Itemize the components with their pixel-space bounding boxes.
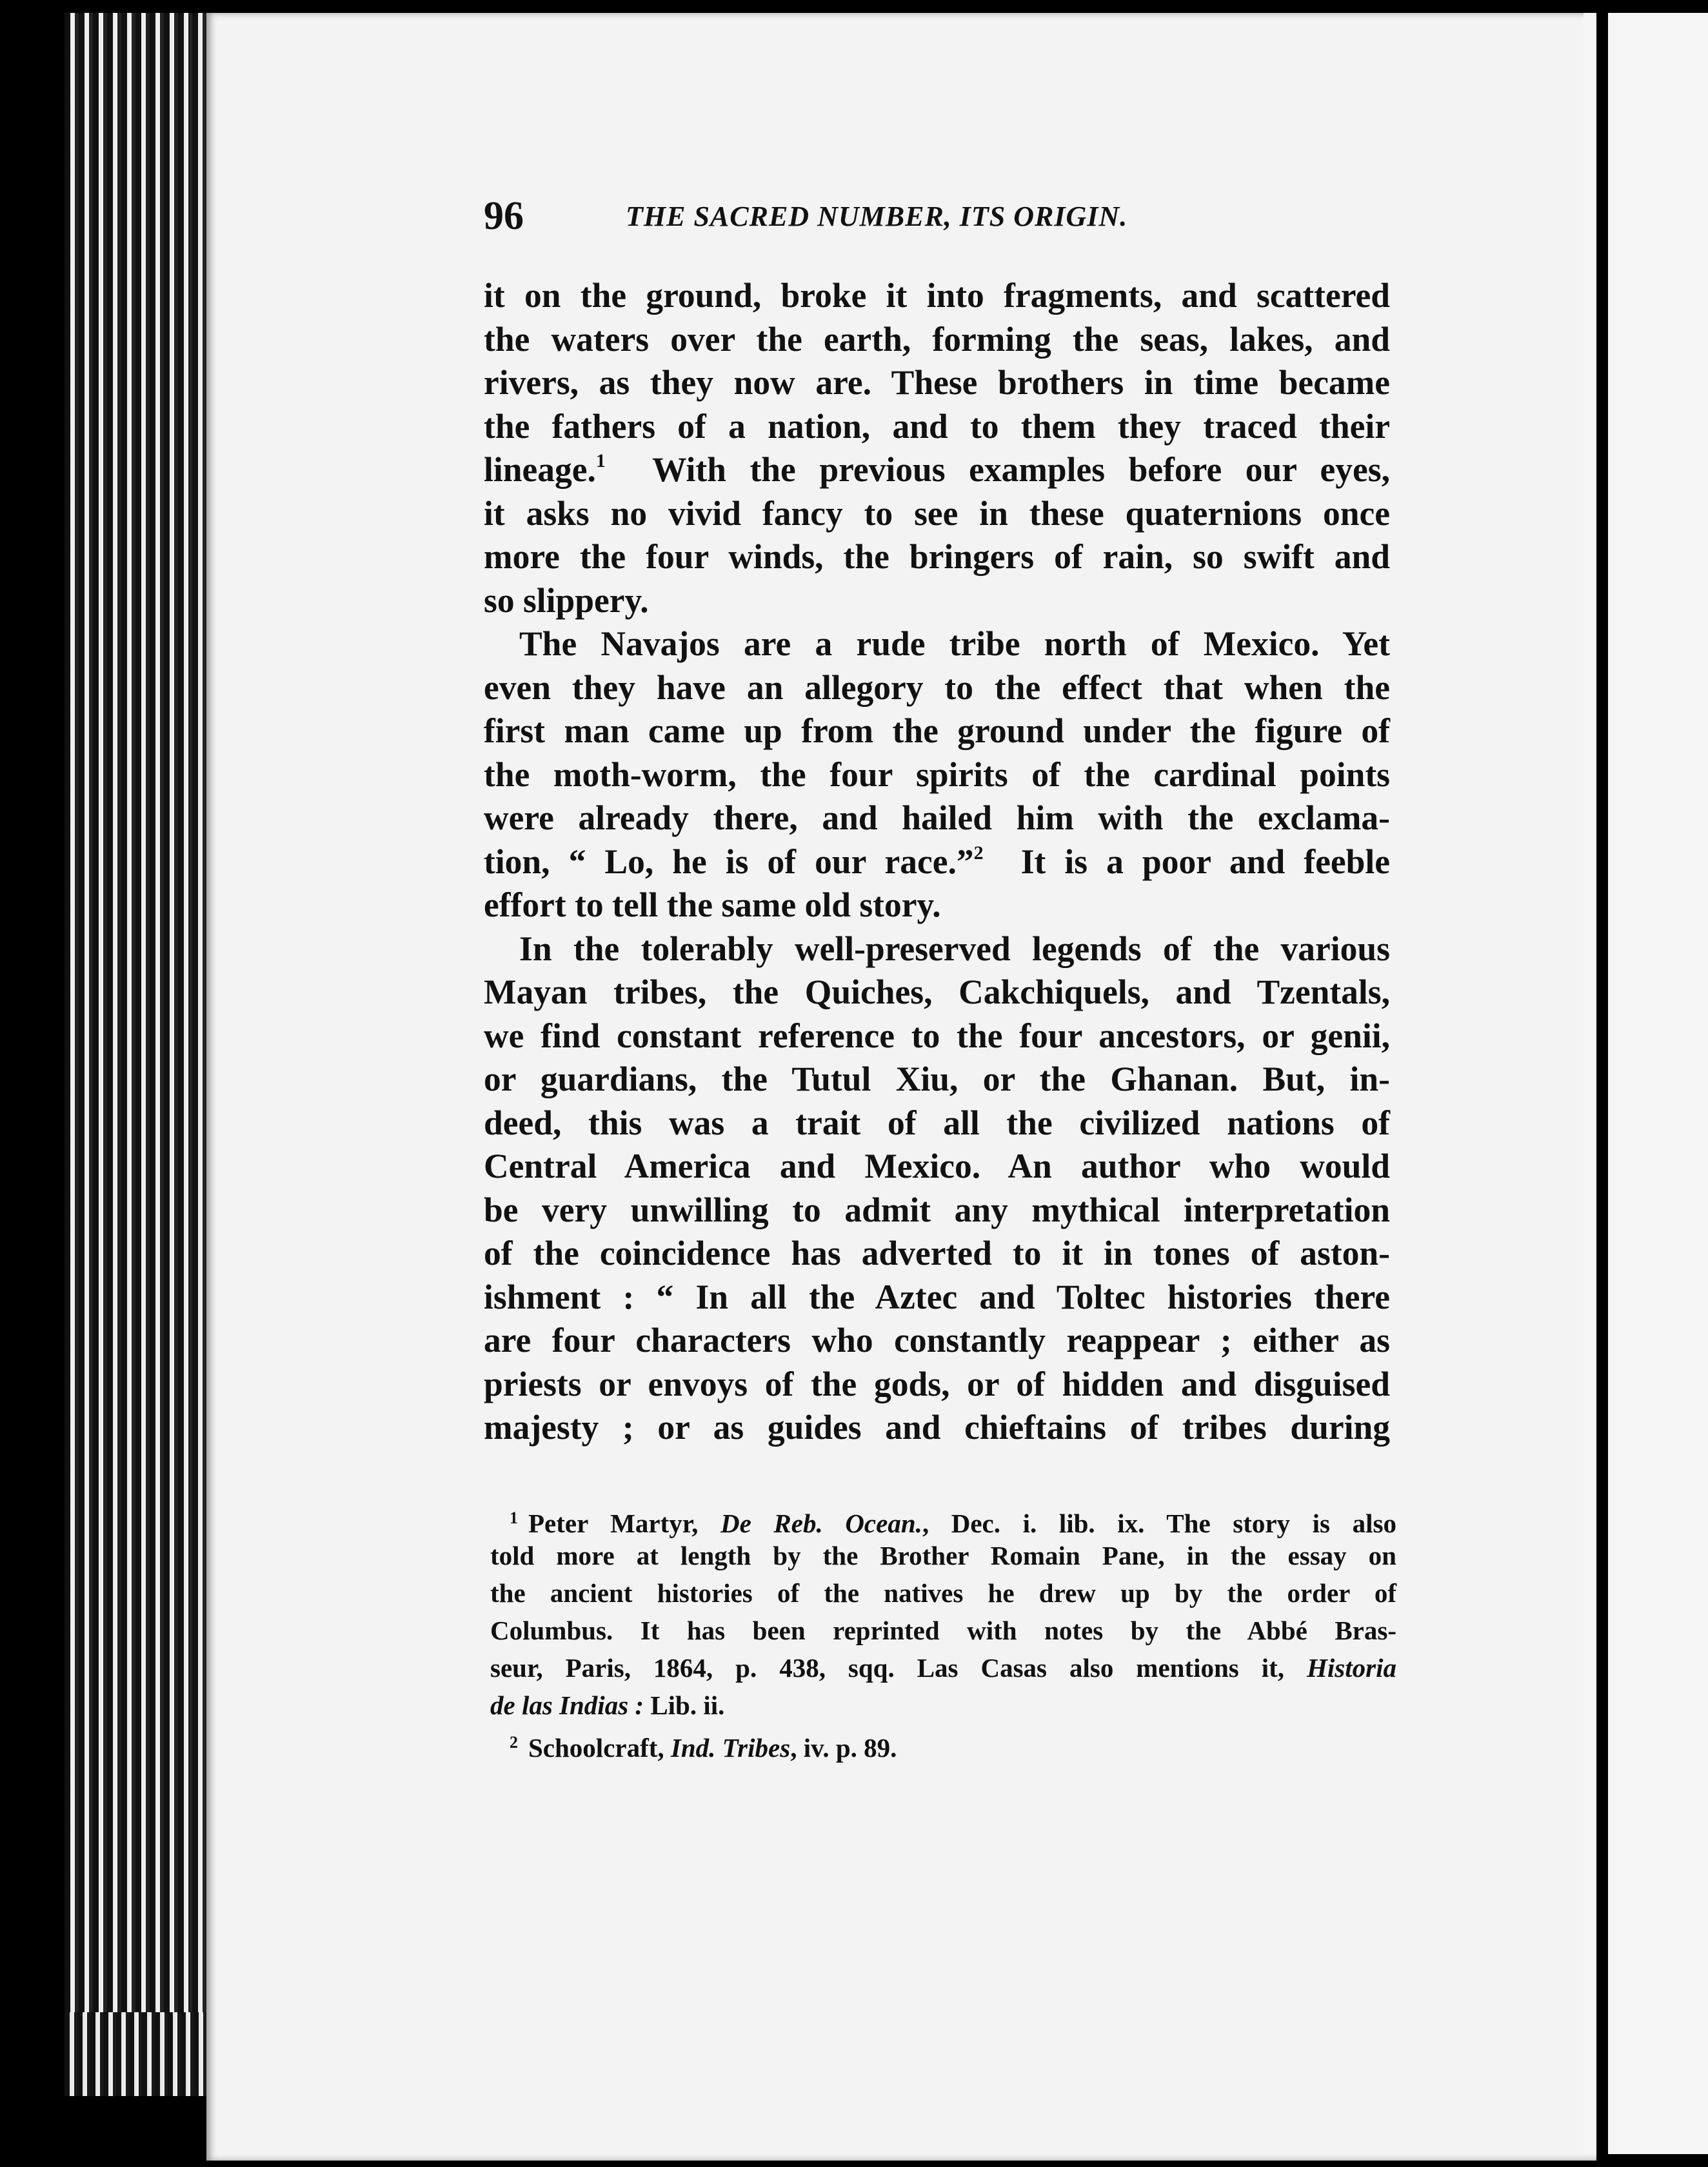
page-edges-stack bbox=[65, 13, 213, 2077]
running-title: THE SACRED NUMBER, ITS ORIGIN. bbox=[626, 201, 1128, 232]
footnote-1-line bbox=[490, 1499, 1396, 1537]
text-line bbox=[484, 840, 1390, 884]
text-line: it asks no vivid fancy to see in these quaternions once bbox=[484, 493, 1390, 533]
text-line: be very unwilling to admit any mythical interpretation bbox=[484, 1190, 1390, 1229]
running-head bbox=[484, 193, 1400, 252]
text-line: The Navajos are a rude tribe north of Mexico. Yet bbox=[519, 624, 1390, 663]
footnotes bbox=[490, 1499, 1396, 1761]
footnote-1-line: told more at length by the Brother Romain Pane, in the essay on bbox=[490, 1541, 1396, 1570]
text-fragment: seur, Paris, 1864, p. 438, sqq. Las Casas also mentions it, bbox=[490, 1653, 1307, 1683]
footnote-mark: 2 bbox=[510, 1733, 518, 1752]
text-line: of the coincidence has adverted to it in tones of aston- bbox=[484, 1234, 1390, 1272]
text-line: the waters over the earth, forming the seas, lakes, and bbox=[484, 319, 1390, 359]
footnote-mark: 1 bbox=[510, 1509, 518, 1527]
text-line: In the tolerably well-preserved legends of the various bbox=[519, 929, 1390, 968]
text-line: effort to tell the same old story. bbox=[484, 886, 941, 924]
text-line: the moth-worm, the four spirits of the cardinal points bbox=[484, 755, 1390, 794]
footnote-ref: 1 bbox=[595, 450, 606, 471]
text-fragment: Lib. ii. bbox=[644, 1690, 725, 1720]
text-line: Mayan tribes, the Quiches, Cakchiquels, and Tzentals, bbox=[484, 973, 1390, 1011]
text-line: majesty ; or as guides and chieftains of tribes during bbox=[484, 1408, 1390, 1447]
text-line: even they have an allegory to the effect that when the bbox=[484, 668, 1390, 707]
footnote-1-line: Columbus. It has been reprinted with notes by the Abbé Bras- bbox=[490, 1616, 1396, 1645]
text-line: we find constant reference to the four ancestors, or genii, bbox=[484, 1016, 1390, 1055]
text-fragment: , Dec. i. lib. ix. The story is also bbox=[922, 1509, 1396, 1538]
text-line: first man came up from the ground under the figure of bbox=[484, 711, 1390, 750]
footnote-2-line bbox=[490, 1724, 1396, 1761]
footnote-ref: 2 bbox=[973, 842, 984, 864]
text-line bbox=[484, 448, 1390, 492]
page-number: 96 bbox=[484, 194, 524, 238]
text-fragment: tion, “ Lo, he is of our race.” bbox=[484, 842, 974, 881]
book-gutter bbox=[1596, 0, 1608, 2167]
text-fragment: Historia bbox=[1307, 1653, 1396, 1683]
text-line: rivers, as they now are. These brothers in time became bbox=[484, 363, 1390, 402]
text-fragment: With the previous examples before our eyes, bbox=[651, 450, 1390, 489]
text-fragment: It is a poor and feeble bbox=[1020, 842, 1390, 881]
text-line: more the four winds, the bringers of rain, so swift and bbox=[484, 537, 1390, 576]
footnote-1-line bbox=[490, 1687, 1396, 1724]
text-fragment: Schoolcraft, bbox=[528, 1733, 671, 1763]
text-fragment: De Reb. Ocean. bbox=[720, 1509, 922, 1538]
text-line: or guardians, the Tutul Xiu, or the Ghanan. But, in- bbox=[484, 1060, 1390, 1098]
text-fragment: de las Indias : bbox=[490, 1690, 644, 1720]
text-fragment: Ind. Tribes bbox=[670, 1733, 791, 1763]
text-line: priests or envoys of the gods, or of hidden and disguised bbox=[484, 1364, 1390, 1403]
body-text bbox=[484, 274, 1390, 1450]
text-line: ishment : “ In all the Aztec and Toltec histories there bbox=[484, 1277, 1390, 1316]
text-line: deed, this was a trait of all the civilized nations of bbox=[484, 1103, 1390, 1142]
text-fragment: Peter Martyr, bbox=[528, 1509, 720, 1538]
text-fragment: , iv. p. 89. bbox=[790, 1733, 897, 1763]
text-fragment: lineage. bbox=[484, 450, 596, 489]
text-line: are four characters who constantly reappear ; either as bbox=[484, 1321, 1390, 1360]
text-line: so slippery. bbox=[484, 580, 649, 620]
footnote-1-line: the ancient histories of the natives he drew up by the order of bbox=[490, 1578, 1396, 1608]
text-line: were already there, and hailed him with the exclama- bbox=[484, 798, 1390, 837]
text-line: Central America and Mexico. An author who would bbox=[484, 1147, 1390, 1185]
text-line: it on the ground, broke it into fragments, and scattered bbox=[484, 276, 1390, 315]
text-line: the fathers of a nation, and to them they traced their bbox=[484, 406, 1390, 446]
footnote-1-line bbox=[490, 1649, 1396, 1687]
